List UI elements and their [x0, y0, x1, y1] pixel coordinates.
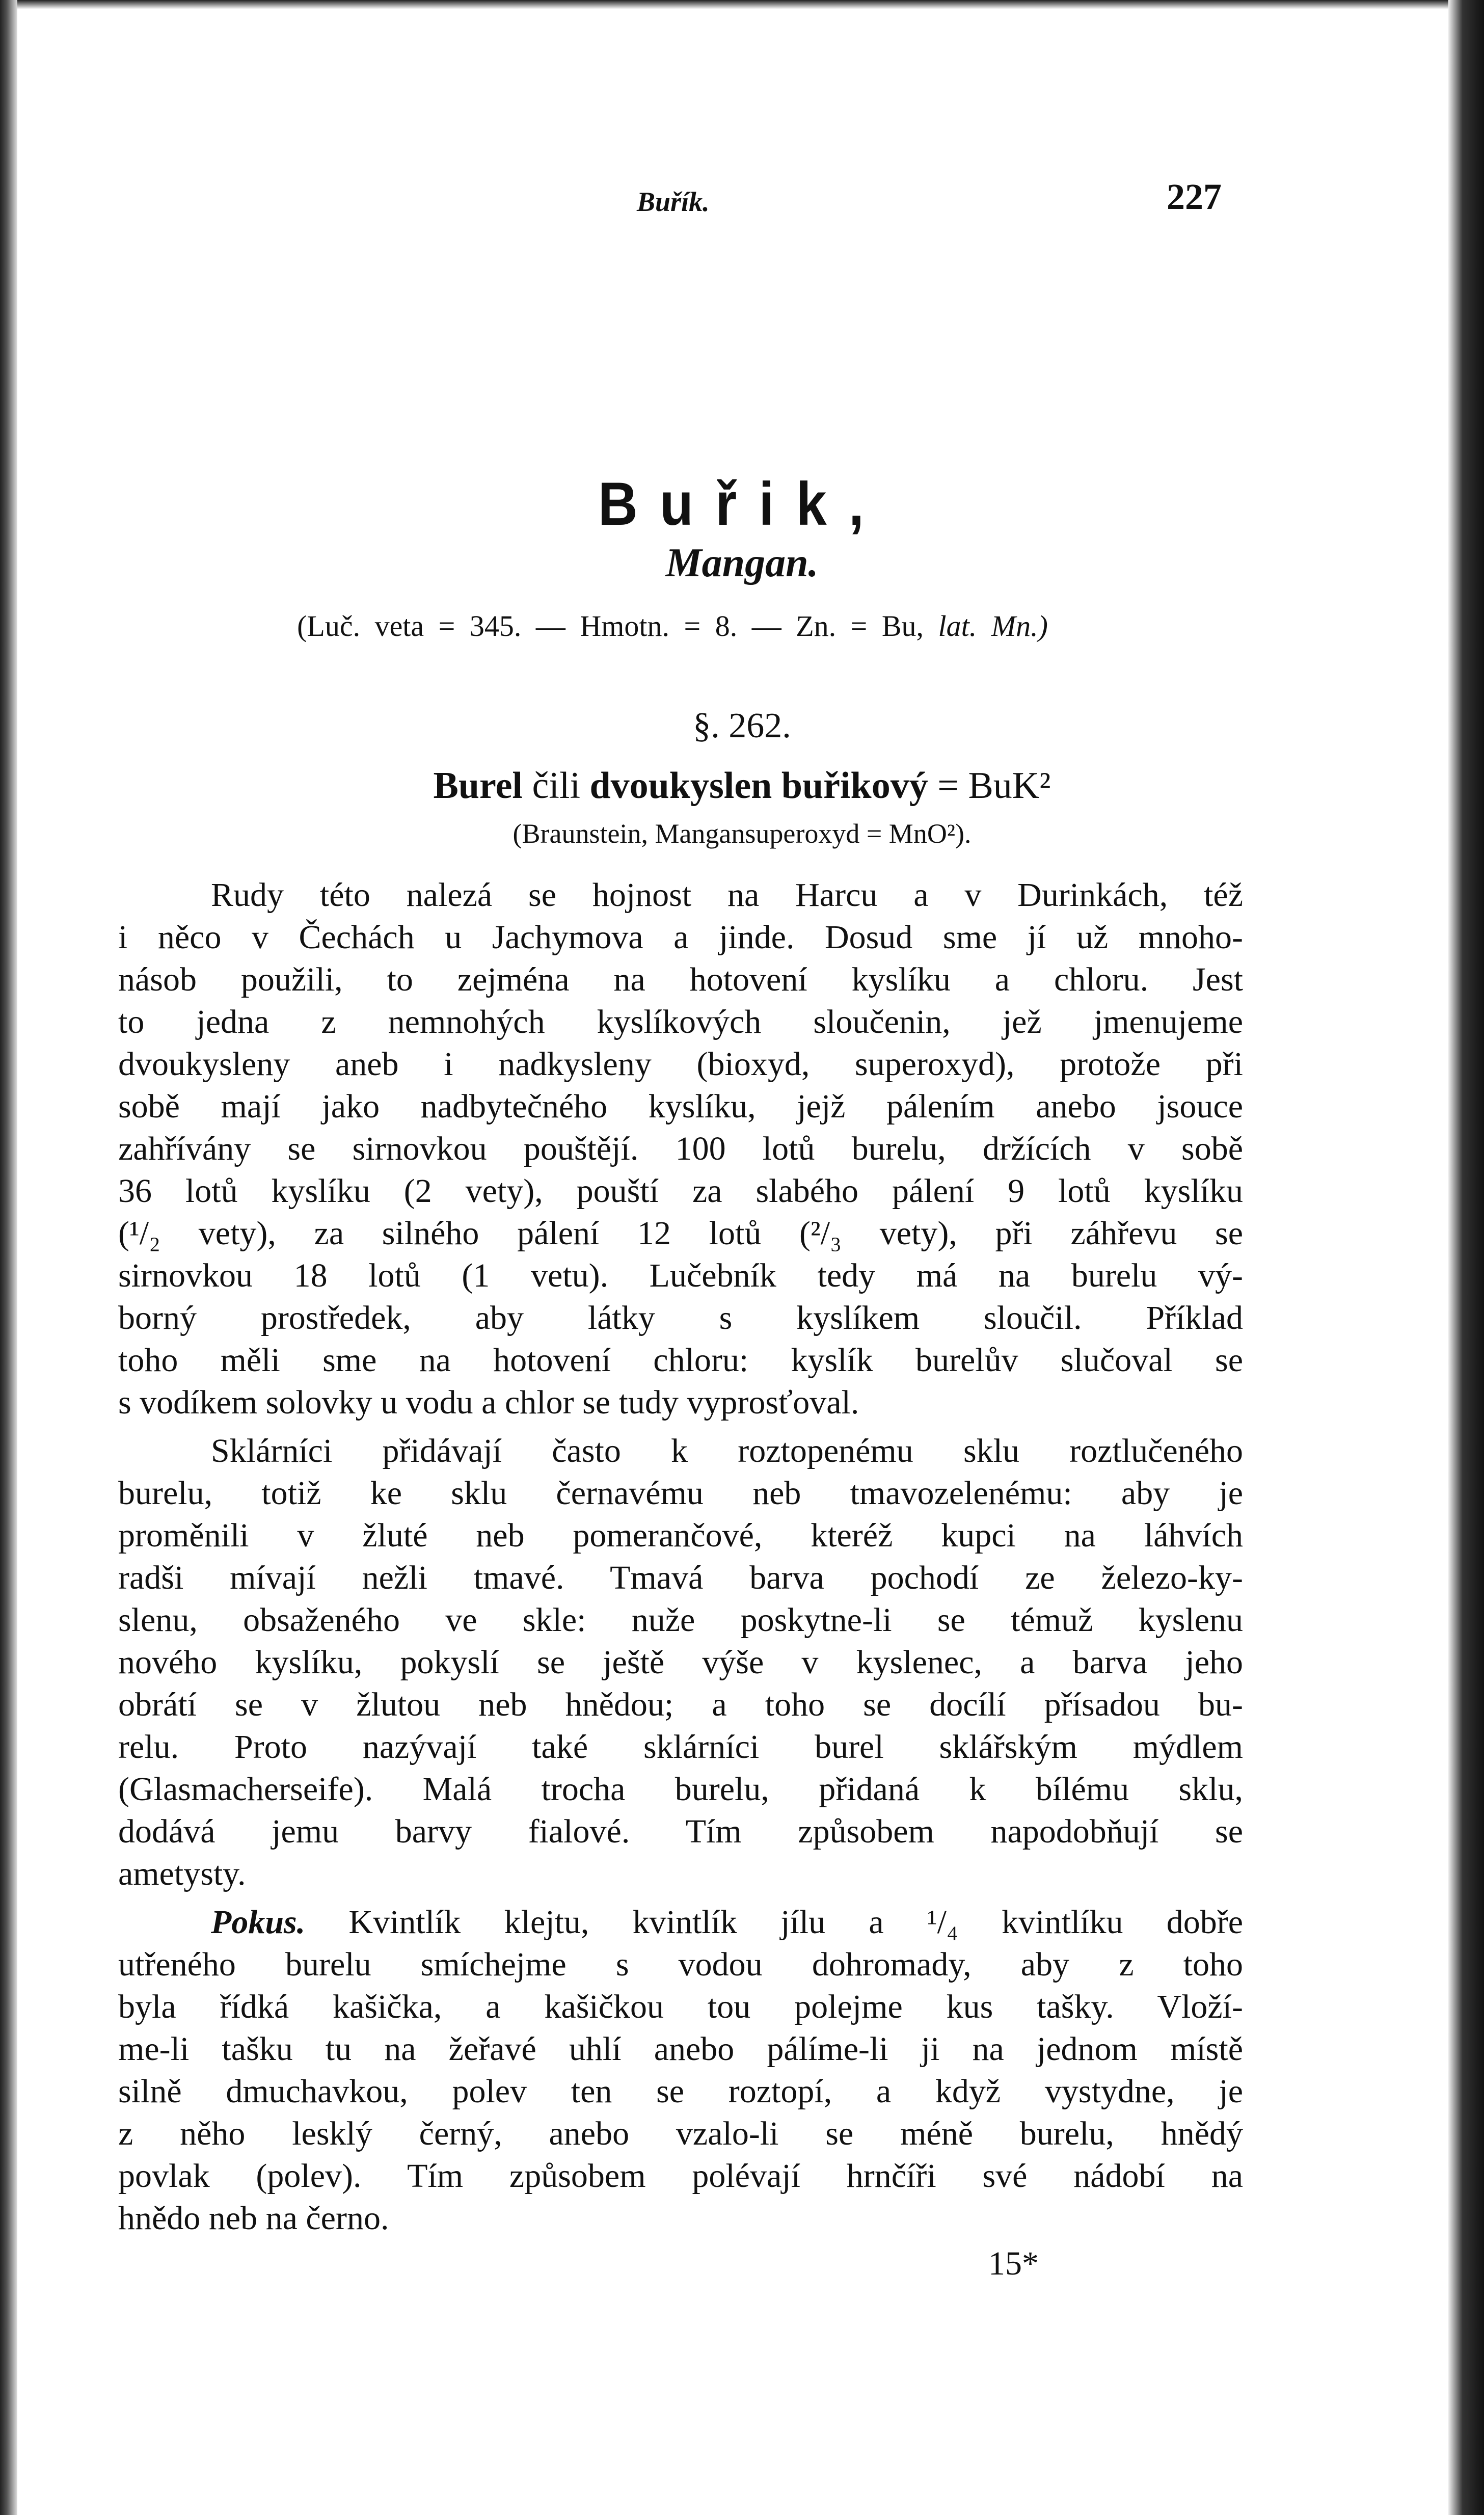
paragraph-gap	[118, 1424, 1243, 1430]
text-line	[118, 1472, 1243, 1514]
line-text: násob použili, to zejména na hotovení kyslíku a chloru. Jest	[118, 961, 1243, 998]
properties-text: (Luč. veta = 345. — Hmotn. = 8. — Zn. = Bu,	[297, 609, 924, 643]
heading-light: čili	[532, 765, 581, 807]
text-line	[118, 1599, 1243, 1641]
chapter-title: Buřik,	[598, 470, 886, 538]
line-text: dvoukysleny aneb i nadkysleny (bioxyd, superoxyd), protože při	[118, 1046, 1243, 1083]
text-line	[118, 1726, 1243, 1768]
body-text	[118, 874, 1243, 2239]
text-line	[118, 1514, 1243, 1557]
line-text: z něho lesklý černý, anebo vzalo-li se méně burelu, hnědý	[118, 2115, 1243, 2152]
line-text: radši mívají nežli tmavé. Tmavá barva pochodí ze železo-ky-	[118, 1559, 1243, 1596]
heading-bold-2: dvoukyslen buřikový	[589, 765, 928, 807]
line-text: i něco v Čechách u Jachymova a jinde. Dosud sme jí už mnoho-	[118, 919, 1243, 956]
line-text: s vodíkem solovky u vodu a chlor se tudy vyprosťoval.	[118, 1384, 859, 1421]
lead-word: Pokus.	[211, 1904, 306, 1941]
section-heading	[0, 764, 1484, 808]
text-line	[118, 916, 1243, 958]
text-line	[118, 1768, 1243, 1810]
text-line	[118, 2155, 1243, 2197]
text-line	[118, 1810, 1243, 1853]
line-text: slenu, obsaženého ve skle: nuže poskytne-li se témuž kyslenu	[118, 1601, 1243, 1639]
line-text: (Glasmacherseife). Malá trocha burelu, přidaná k bílému sklu,	[118, 1771, 1243, 1808]
line-text: sirnovkou 18 lotů (1 vetu). Lučebník tedy má na burelu vý-	[118, 1257, 1243, 1294]
text-line	[118, 2197, 1243, 2239]
line-text: Rudy této nalezá se hojnost na Harcu a v Durinkách, též	[211, 876, 1243, 914]
scan-edge-right	[1448, 0, 1484, 2515]
text-line	[118, 1170, 1243, 1212]
line-text: me-li tašku tu na žeřavé uhlí anebo pálíme-li ji na jednom místě	[118, 2030, 1243, 2068]
line-text: burelu, totiž ke sklu černavému neb tmavozelenému: aby je	[118, 1475, 1243, 1512]
chapter-subtitle: Mangan.	[665, 541, 819, 585]
text-line	[118, 1986, 1243, 2028]
line-text: zahřívány se sirnovkou pouštějí. 100 lotů burelu, držících v sobě	[118, 1130, 1243, 1167]
line-text: relu. Proto nazývají také sklárníci burel sklářským mýdlem	[118, 1728, 1243, 1765]
text-line	[118, 1641, 1243, 1683]
section-number: §. 262.	[693, 706, 791, 745]
line-text: Sklárníci přidávají často k roztopenému sklu roztlučeného	[211, 1432, 1243, 1469]
scan-edge-top	[0, 0, 1484, 9]
line-text: toho měli sme na hotovení chloru: kyslík burelův slučoval se	[118, 1342, 1243, 1379]
text-line	[118, 1901, 1243, 1943]
text-line	[118, 2070, 1243, 2112]
text-line	[118, 1085, 1243, 1128]
text-line	[118, 1683, 1243, 1726]
text-line	[118, 1381, 1243, 1424]
line-text: utřeného burelu smíchejme s vodou dohromady, aby z toho	[118, 1946, 1243, 1983]
line-text: proměnili v žluté neb pomerančové, kteréž kupci na láhvích	[118, 1517, 1243, 1554]
running-head: Buřík.	[637, 186, 710, 217]
text-line	[118, 1297, 1243, 1339]
latin-label: lat.	[938, 609, 977, 643]
line-text: povlak (polev). Tím způsobem polévají hrnčíři své nádobí na	[118, 2157, 1243, 2195]
text-line	[118, 874, 1243, 916]
text-line	[118, 2112, 1243, 2155]
line-text: (¹/₂ vety), za silného pálení 12 lotů (²/₃ vety), při záhřevu se	[118, 1215, 1243, 1252]
line-text: to jedna z nemnohých kyslíkových sloučenin, jež jmenujeme	[118, 1003, 1243, 1040]
text-line	[118, 1339, 1243, 1381]
signature-mark: 15*	[988, 2245, 1039, 2282]
line-text: hnědo neb na černo.	[118, 2200, 389, 2237]
text-line	[118, 1430, 1243, 1472]
text-line	[118, 958, 1243, 1001]
text-line	[118, 1212, 1243, 1254]
heading-formula: = BuK²	[937, 765, 1051, 807]
heading-bold-1: Burel	[433, 765, 523, 807]
text-line	[118, 1853, 1243, 1895]
latin-symbol: Mn.)	[991, 609, 1048, 643]
line-text: silně dmuchavkou, polev ten se roztopí, a když vystydne, je	[118, 2073, 1243, 2110]
paragraph-gap	[118, 1895, 1243, 1901]
page-number: 227	[1167, 176, 1222, 217]
section-subheading: (Braunstein, Mangansuperoxyd = MnO²).	[512, 818, 972, 849]
line-text: dodává jemu barvy fialové. Tím způsobem napodobňují se	[118, 1813, 1243, 1850]
scan-edge-left	[0, 0, 17, 2515]
text-line	[118, 1001, 1243, 1043]
text-line	[118, 1128, 1243, 1170]
line-text: obrátí se v žlutou neb hnědou; a toho se docílí přísadou bu-	[118, 1686, 1243, 1723]
text-line	[118, 1943, 1243, 1986]
line-text: sobě mají jako nadbytečného kyslíku, jejž pálením anebo jsouce	[118, 1088, 1243, 1125]
text-line	[118, 1043, 1243, 1085]
line-text: nového kyslíku, pokyslí se ještě výše v kyslenec, a barva jeho	[118, 1644, 1243, 1681]
text-line	[118, 2028, 1243, 2070]
line-text: borný prostředek, aby látky s kyslíkem sloučil. Příklad	[118, 1299, 1243, 1336]
line-text: Kvintlík klejtu, kvintlík jílu a ¹/₄ kvintlíku dobře	[348, 1904, 1243, 1941]
line-text: byla řídká kašička, a kašičkou tou polejme kus tašky. Vloží-	[118, 1988, 1243, 2025]
text-line	[118, 1557, 1243, 1599]
text-line	[118, 1254, 1243, 1297]
element-properties	[122, 609, 1223, 643]
line-text: 36 lotů kyslíku (2 vety), pouští za slabého pálení 9 lotů kyslíku	[118, 1172, 1243, 1210]
line-text: ametysty.	[118, 1855, 246, 1892]
